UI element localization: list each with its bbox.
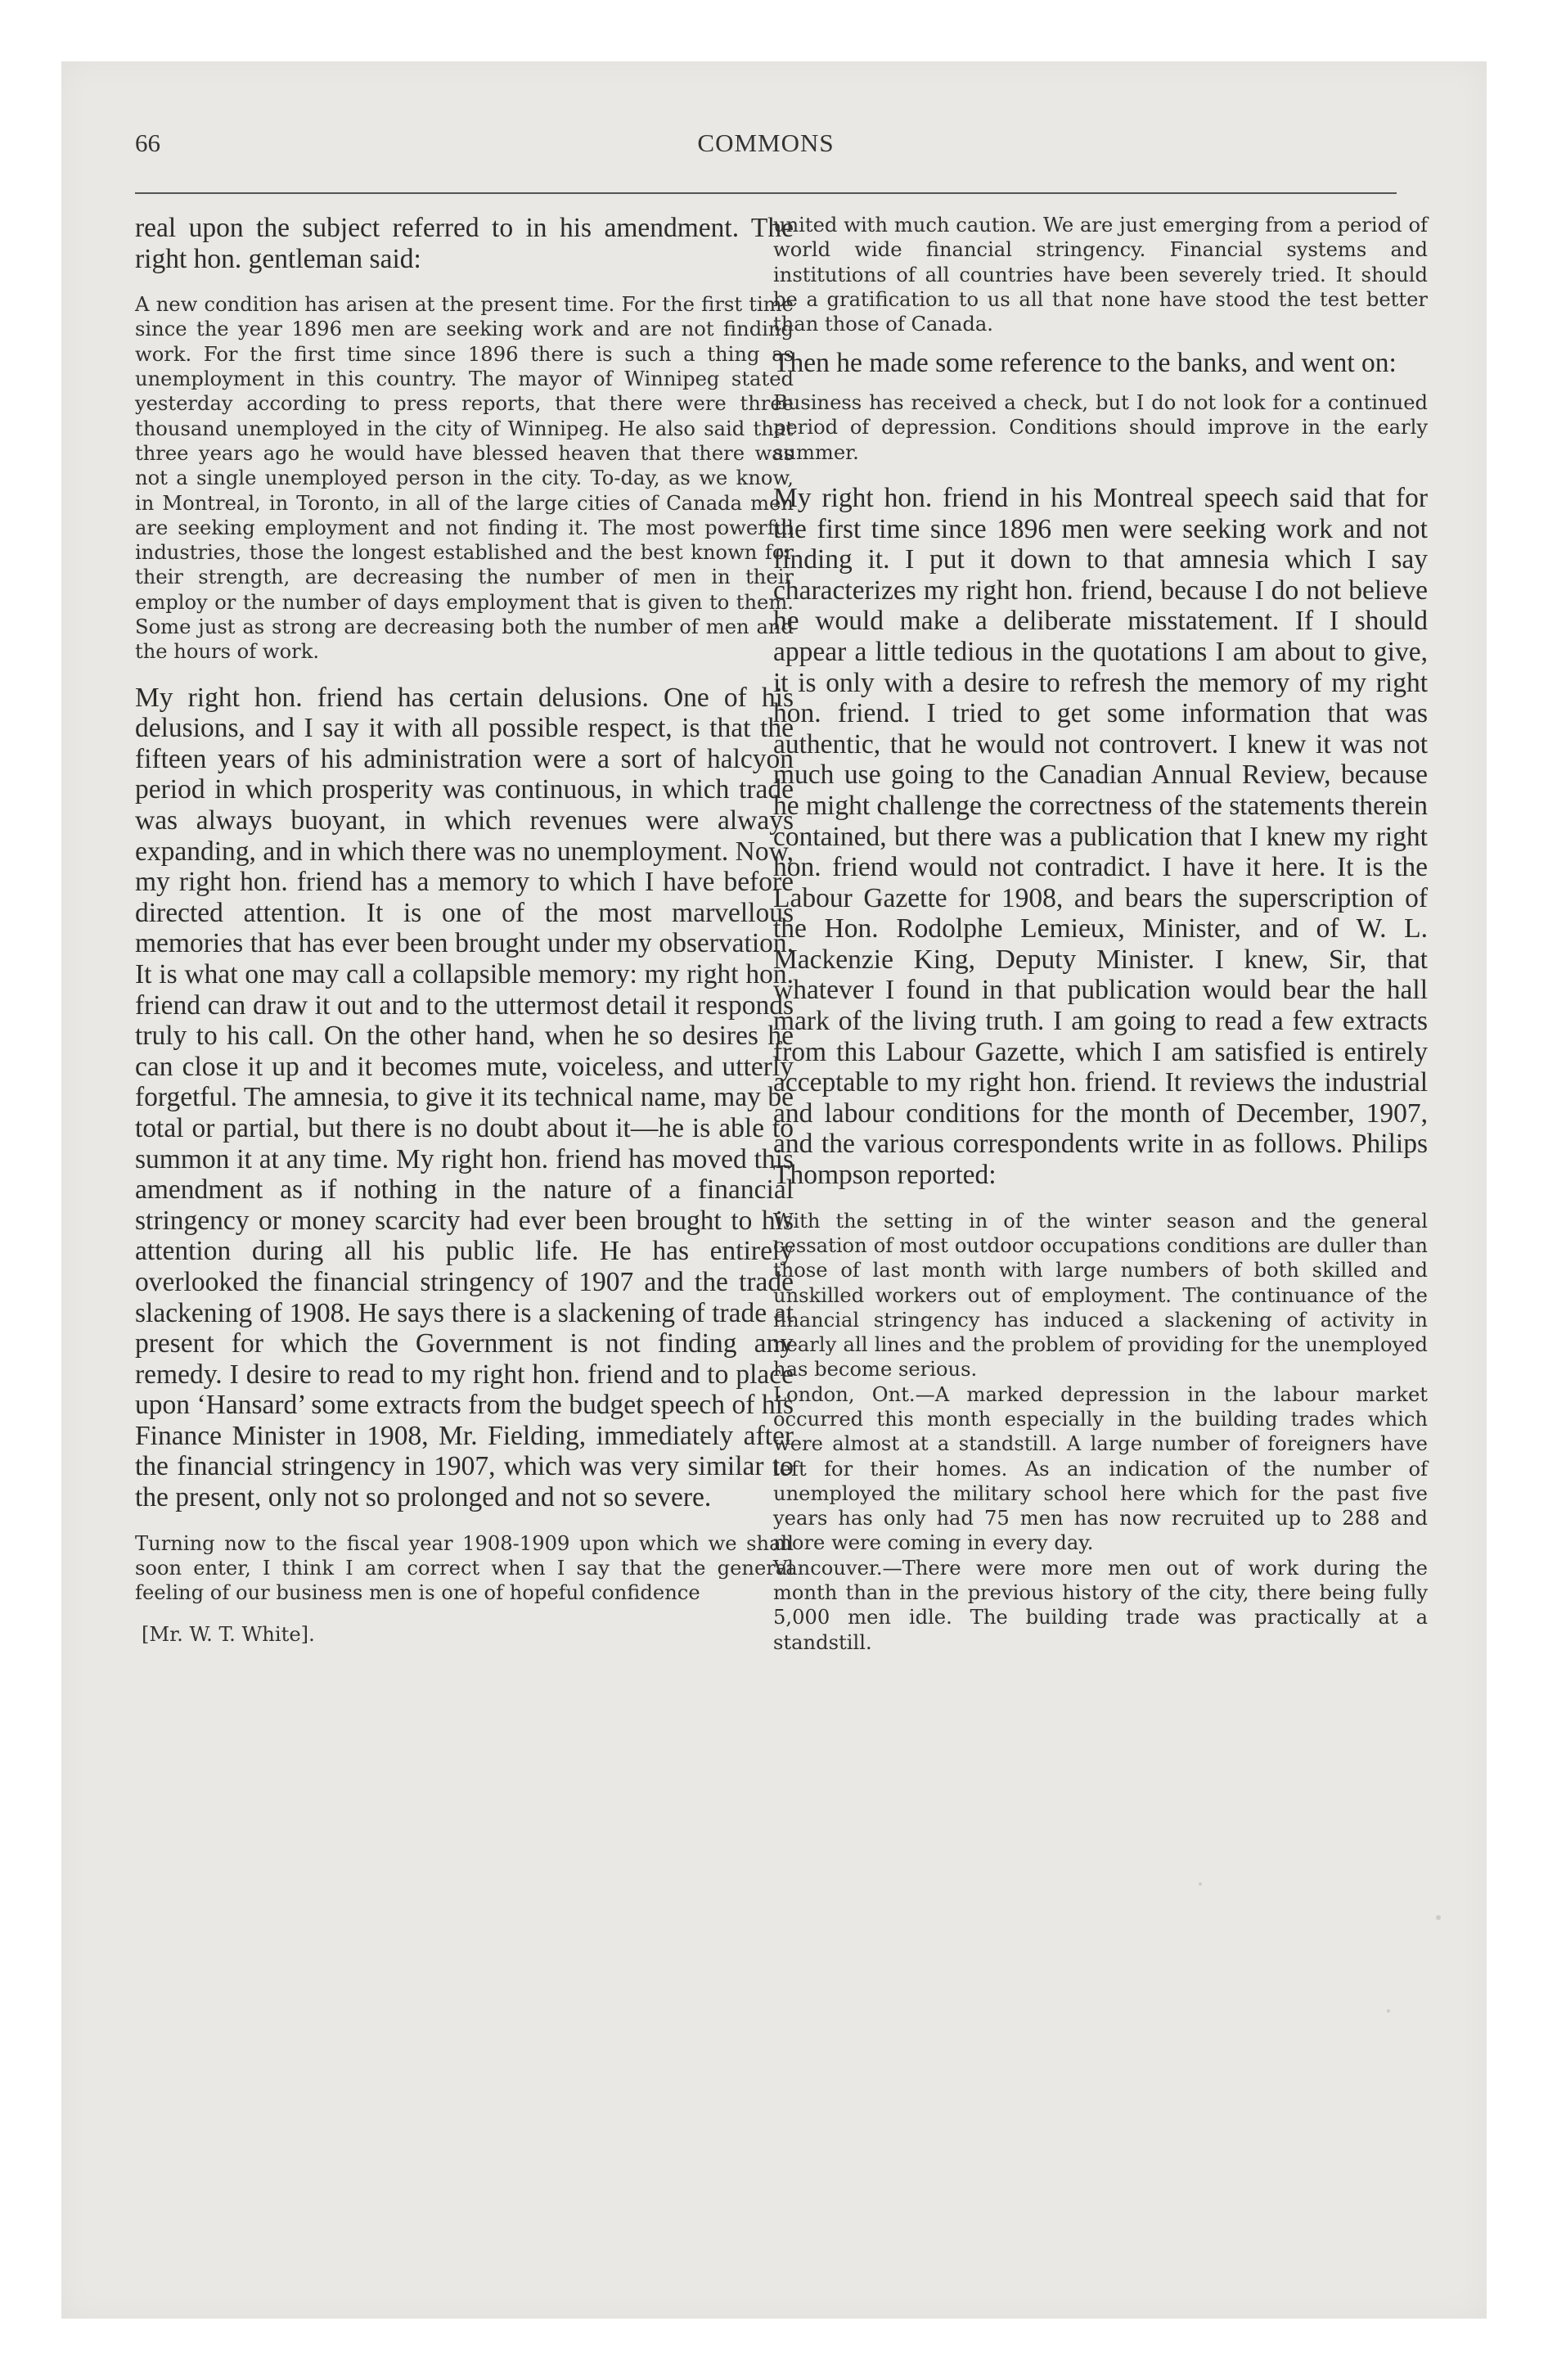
speech-paragraph: My right hon. friend in his Montreal speech said that for the first time since 1896 men were seeking work and not finding it. I put it down to that amnesia which I say characterizes my right hon. friend, because I do not believe he would make a deliberate misstatement. If I should appear a little tedious in the quotations I am about to give, it is only with a desire to refresh the memory of my right hon. friend. I tried to get some information that was authentic, that he would not controvert. I knew it was not much use going to the Canadian Annual Review, because he might challenge the correctness of the statements therein contained, but there was a publication that I knew my right hon. friend would not contradict. I have it here. It is the Labour Gazette for 1908, and bears the superscription of the Hon. Rodolphe Lemieux, Minister, and of W. L. Mackenzie King, Deputy Minister. I knew, Sir, that whatever I found in that publication would bear the hall mark of the living truth. I am going to read a few extracts from this Labour Gazette, which I am satisfied is entirely acceptable to my right hon. friend. It reviews the industrial and labour conditions for the month of December, 1907, and the various correspondents write in as follows. Philips Thompson reported: xyxy=(773,482,1428,1191)
speech-paragraph: Then he made some reference to the banks, and went on: xyxy=(773,348,1397,379)
quotation-block: united with much caution. We are just emerging from a period of world wide financial stringency. Financial systems and institutions of all countries have been severely tried. It should be a gratification to us all that none have stood the test better than those of Canada. xyxy=(773,214,1428,336)
quotation-block: A new condition has arisen at the present time. For the first time since the year 1896 men are seeking work and are not finding work. For the first time since 1896 there is such a thing as unemployment in this country. The mayor of Winnipeg stated yesterday according to press reports, that there were three thousand unemployed in the city of Winnipeg. He also said that three years ago he would have blessed heaven that there was not a single unemployed person in the city. To-day, as we know, in Montreal, in Toronto, in all of the large cities of Canada men are seeking employment and not finding it. The most powerful industries, those the longest established and the best known for their strength, are decreasing the number of men in their employ or the number of days employment that is given to them. Some just as strong are decreasing both the number of men and the hours of work. xyxy=(135,293,794,664)
speaker-attribution: [Mr. W. T. White]. xyxy=(142,1622,315,1646)
page-title: COMMONS xyxy=(697,128,835,157)
paper-speck xyxy=(1256,1109,1260,1113)
paper-speck xyxy=(1436,1915,1441,1920)
header-rule xyxy=(135,192,1397,194)
quotation-block: Turning now to the fiscal year 1908-1909 upon which we shall soon enter, I think I am correct when I say that the general feeling of our business men is one of hopeful confidence xyxy=(135,1531,794,1605)
left-column xyxy=(135,213,794,1647)
speech-paragraph: My right hon. friend has certain delusions. One of his delusions, and I say it with all possible respect, is that the fifteen years of his administration were a sort of halcyon period in which prosperity was continuous, in which trade was always buoyant, in which revenues were always expanding, and in which there was no unemployment. Now, my right hon. friend has a memory to which I have before directed attention. It is one of the most marvellous memories that has ever been brought under my observation. It is what one may call a collapsible memory: my right hon. friend can draw it out and to the uttermost detail it responds truly to his call. On the other hand, when he so desires he can close it up and it becomes mute, voiceless, and utterly forgetful. The amnesia, to give it its technical name, may be total or partial, but there is no doubt about it—he is able to summon it at any time. My right hon. friend has moved this amendment as if nothing in the nature of a financial stringency or money scarcity had ever been brought to his attention during all his public life. He has entirely overlooked the financial stringency of 1907 and the trade slackening of 1908. He says there is a slackening of trade at present for which the Government is not finding any remedy. I desire to read to my right hon. friend and to place upon ‘Hansard’ some extracts from the budget speech of his Finance Minister in 1908, Mr. Fielding, immediately after the financial stringency in 1907, which was very similar to the present, only not so prolonged and not so severe. xyxy=(135,682,794,1513)
quotation-block: Business has received a check, but I do not look for a continued period of depression. Conditions should improve in the early summer. xyxy=(773,391,1428,464)
page-header xyxy=(135,128,1397,178)
speech-paragraph: real upon the subject referred to in his amendment. The right hon. gentleman said: xyxy=(135,213,794,274)
paper-speck xyxy=(1199,1882,1202,1886)
paper-speck xyxy=(1387,2009,1390,2013)
page-sheet xyxy=(61,61,1487,2319)
quotation-block: London, Ont.—A marked depression in the labour market occurred this month especially in the building trades which were almost at a standstill. A large number of foreigners have left for their homes. As an indication of the number of unemployed the military school here which for the past five years has only had 75 men has now recruited up to 288 and more were coming in every day. xyxy=(773,1382,1428,1555)
quotation-block: With the setting in of the winter season and the general cessation of most outdoor occupations conditions are duller than those of last month with large numbers of both skilled and unskilled workers out of employment. The continuance of the financial stringency has induced a slackening of activity in nearly all lines and the problem of providing for the unemployed has become serious. xyxy=(773,1209,1428,1382)
right-column xyxy=(773,213,1428,1655)
page-number: 66 xyxy=(135,128,160,157)
quotation-block: Vancouver.—There were more men out of work during the month than in the previous history of the city, there being fully 5,000 men idle. The building trade was practically at a standstill. xyxy=(773,1556,1428,1654)
